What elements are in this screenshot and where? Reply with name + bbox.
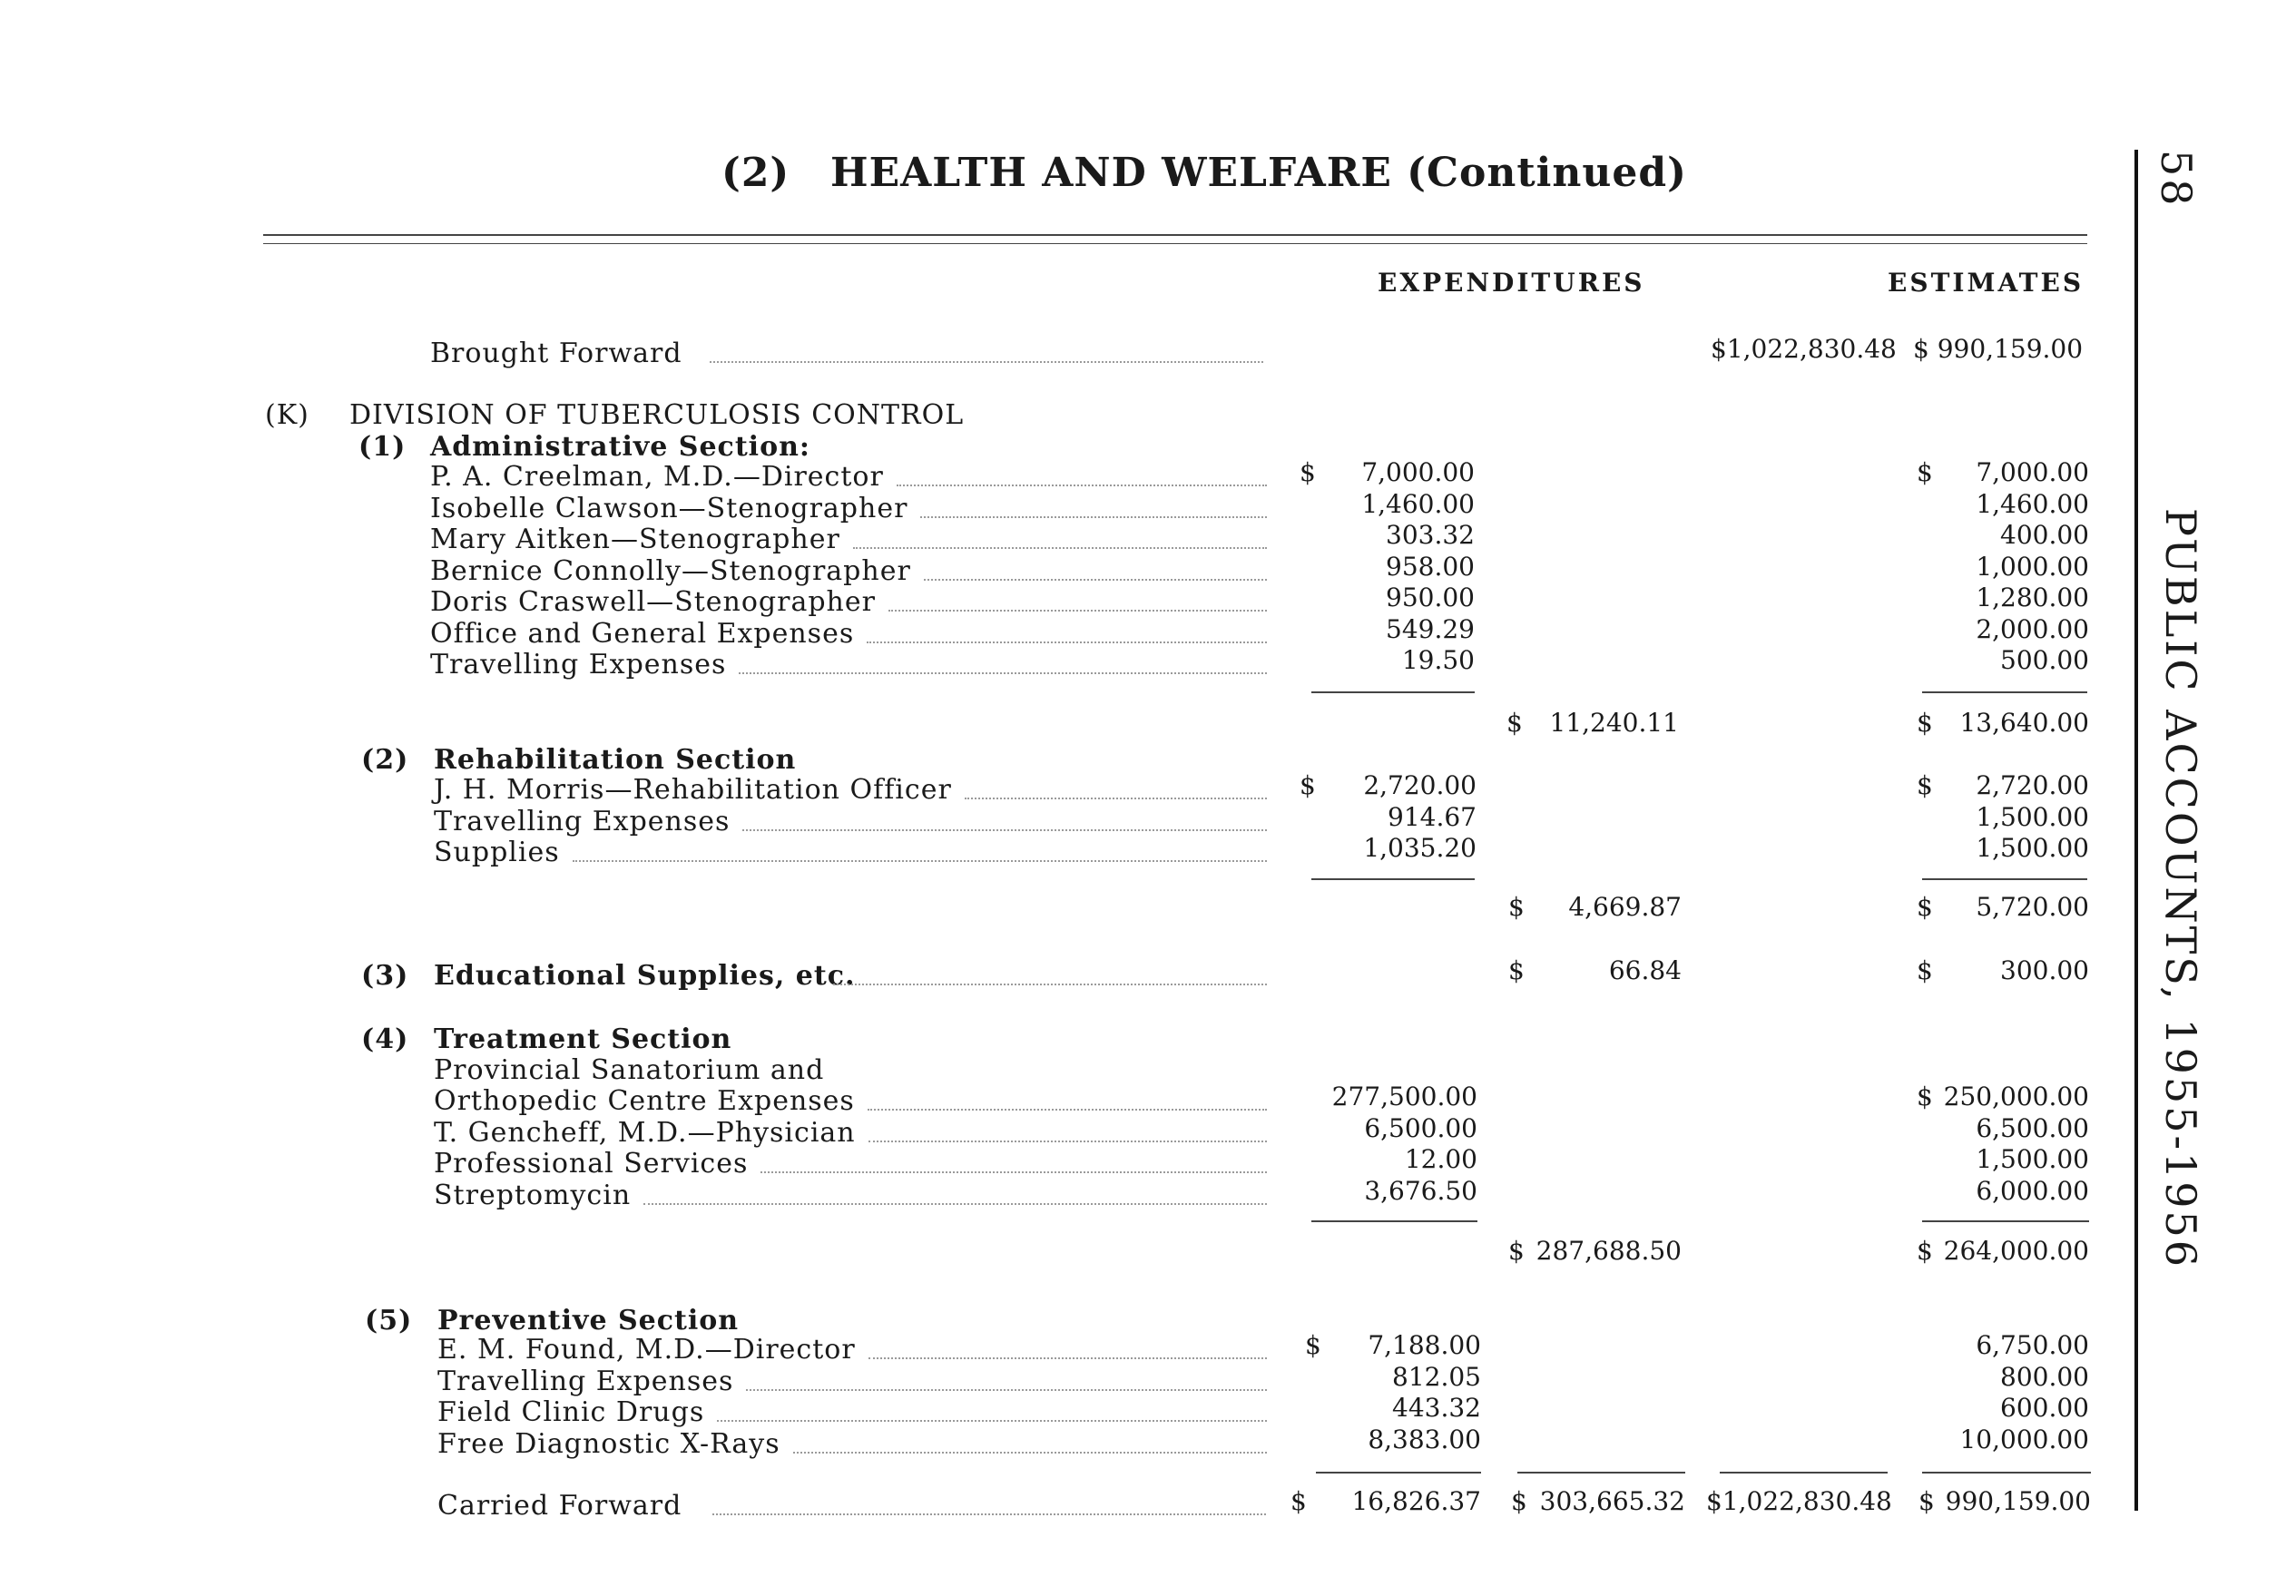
dollar-sign: $ [1508,955,1525,985]
leader-dots [853,547,1267,549]
section-1-number: (1) [358,431,407,463]
line-item-label: Professional Services [434,1148,749,1180]
expenditure-amount: 812.05 [1392,1361,1481,1392]
expenditure-amount: 443.32 [1392,1393,1481,1423]
leader-dots [760,1171,1267,1173]
dollar-sign: $ [1300,770,1316,800]
section-3-estimate-subtotal: 300.00 [2000,955,2089,985]
page-number: 58 [2152,150,2201,209]
brought-forward-expenditures: $1,022,830.48 [1711,334,1897,364]
estimate-amount: 1,460.00 [1976,488,2089,519]
section-4-expenditure-subtotal: 287,688.50 [1536,1236,1682,1266]
expenditure-amount: 303.32 [1386,520,1475,550]
estimate-amount: 800.00 [2000,1361,2089,1392]
line-item-label: Streptomycin [434,1179,632,1211]
section-3-number: (3) [361,960,409,992]
line-item-label: Mary Aitken—Stenographer [430,524,840,555]
dollar-sign: $ [1511,1486,1527,1516]
dollar-sign: $ [1917,1236,1933,1266]
dollar-sign: $ [1305,1330,1321,1360]
estimate-amount: 250,000.00 [1943,1082,2089,1111]
page-title-number: (2) [721,150,790,196]
estimate-amount: 400.00 [2000,520,2089,550]
section-3-expenditure-subtotal: 66.84 [1608,955,1682,985]
total-rule [1316,1472,1481,1474]
division-name: DIVISION OF TUBERCULOSIS CONTROL [349,399,965,431]
estimate-amount: 2,720.00 [1976,770,2089,800]
dollar-sign: $ [1917,955,1933,985]
subtotal-rule [1311,878,1475,880]
estimate-amount: 1,500.00 [1976,833,2089,863]
expenditure-amount: 3,676.50 [1364,1175,1477,1206]
dollar-sign: $ [1508,1236,1525,1266]
section-2-expenditure-subtotal: 4,669.87 [1568,892,1682,922]
dollar-sign: $ [1290,1486,1307,1516]
leader-dots [643,1203,1267,1205]
line-item-label: J. H. Morris—Rehabilitation Officer [434,774,952,806]
expenditure-amount: 12.00 [1404,1144,1477,1174]
expenditure-amount: 1,460.00 [1361,488,1475,519]
estimates-header: ESTIMATES [1888,268,2085,298]
section-5-name: Preventive Section [437,1305,740,1337]
leader-dots [965,798,1267,799]
expenditure-amount: 6,500.00 [1364,1112,1477,1143]
leader-dots [746,1389,1267,1391]
line-item-label: Field Clinic Drugs [437,1396,705,1428]
section-2-estimate-subtotal: 5,720.00 [1976,892,2089,922]
carried-forward-column-3: $1,022,830.48 [1706,1486,1892,1516]
leader-dots [573,860,1267,862]
estimate-amount: 6,500.00 [1976,1112,2089,1143]
section-3-name: Educational Supplies, etc. [434,960,856,992]
subtotal-rule [1922,1220,2089,1222]
page-right-border [2134,150,2138,1511]
line-item-label: Travelling Expenses [430,649,727,681]
carried-forward-column-1: 16,826.37 [1351,1486,1481,1516]
line-item-label: Supplies [434,837,560,868]
leader-dots [897,485,1267,486]
line-item-label: Doris Craswell—Stenographer [430,586,876,618]
total-rule [1517,1472,1685,1474]
side-running-title: PUBLIC ACCOUNTS, 1955-1956 [2156,508,2205,1270]
dollar-sign: $ [1917,1082,1933,1111]
expenditure-amount: 1,035.20 [1363,833,1477,863]
estimate-amount: 1,280.00 [1976,583,2089,612]
leader-dots [742,829,1267,831]
subtotal-rule [1311,1220,1477,1222]
expenditure-amount: 277,500.00 [1331,1082,1477,1111]
estimate-amount: 1,500.00 [1976,1144,2089,1174]
line-item-label: Isobelle Clawson—Stenographer [430,492,908,524]
section-4-estimate-subtotal: 264,000.00 [1943,1236,2089,1266]
section-4-name: Treatment Section [434,1023,732,1055]
expenditure-amount: 2,720.00 [1363,770,1477,800]
line-item-label: Free Diagnostic X-Rays [437,1427,780,1460]
estimate-amount: 7,000.00 [1976,457,2089,487]
expenditure-amount: 19.50 [1401,645,1475,675]
section-5-number: (5) [365,1305,413,1337]
subtotal-rule [1922,691,2087,693]
section-2-name: Rehabilitation Section [434,744,797,776]
dollar-sign: $ [1917,708,1933,738]
estimate-amount: 500.00 [2000,645,2089,675]
leader-dots [833,984,1267,985]
expenditure-amount: 958.00 [1386,551,1475,582]
estimate-amount: 2,000.00 [1976,613,2089,644]
section-1-name: Administrative Section: [430,431,810,463]
line-item-label: Bernice Connolly—Stenographer [430,554,911,587]
estimate-amount: 6,000.00 [1976,1175,2089,1206]
line-item-label: T. Gencheff, M.D.—Physician [434,1116,856,1149]
dollar-sign: $ [1917,892,1933,922]
estimate-amount: 1,500.00 [1976,801,2089,832]
brought-forward-label: Brought Forward [430,338,682,369]
total-rule [1922,1472,2091,1474]
dollar-sign: $ [1300,457,1316,487]
leader-dots [793,1452,1267,1454]
dollar-sign: $ [1917,457,1933,487]
subtotal-rule [1311,691,1475,693]
leader-dots [868,1141,1267,1142]
expenditures-header: EXPENDITURES [1378,268,1645,298]
brought-forward-estimates: $ 990,159.00 [1913,334,2084,364]
leader-dots [712,1513,1266,1515]
estimate-amount: 6,750.00 [1976,1330,2089,1360]
carried-forward-label: Carried Forward [437,1490,682,1522]
top-rule-2 [263,243,2087,244]
estimate-amount: 1,000.00 [1976,551,2089,582]
expenditure-amount: 914.67 [1388,801,1477,832]
leader-dots [924,579,1267,581]
leader-dots [710,361,1263,363]
expenditure-amount: 950.00 [1386,583,1475,612]
expenditure-amount: 549.29 [1386,613,1475,644]
line-item-label: Orthopedic Centre Expenses [434,1085,855,1117]
expenditure-amount: 8,383.00 [1368,1424,1481,1454]
leader-dots [867,641,1267,643]
estimate-amount: 10,000.00 [1959,1424,2089,1454]
section-2-number: (2) [361,744,409,776]
leader-dots [717,1420,1267,1422]
carried-forward-column-4: 990,159.00 [1945,1486,2091,1516]
estimate-amount: 600.00 [2000,1393,2089,1423]
division-code: (K) [265,399,309,431]
line-item-label: E. M. Found, M.D.—Director [437,1334,856,1366]
leader-dots [920,516,1267,518]
leader-dots [868,1357,1267,1359]
line-item-label: Travelling Expenses [434,805,731,837]
carried-forward-column-2: 303,665.32 [1539,1486,1685,1516]
dollar-sign: $ [1508,892,1525,922]
expenditure-amount: 7,000.00 [1361,457,1475,487]
section-4-line: Provincial Sanatorium and [434,1054,825,1086]
leader-dots [868,1109,1267,1111]
section-4-number: (4) [361,1023,409,1055]
line-item-label: P. A. Creelman, M.D.—Director [430,461,884,493]
line-item-label: Travelling Expenses [437,1365,734,1397]
leader-dots [739,672,1267,674]
leader-dots [888,610,1267,612]
subtotal-rule [1922,878,2087,880]
dollar-sign: $ [1918,1486,1935,1516]
page-title: HEALTH AND WELFARE (Continued) [830,150,1687,196]
total-rule [1720,1472,1888,1474]
top-rule [263,234,2087,236]
section-1-estimate-subtotal: 13,640.00 [1959,708,2089,738]
line-item-label: Office and General Expenses [430,617,855,650]
section-1-expenditure-subtotal: 11,240.11 [1549,708,1679,738]
dollar-sign: $ [1506,708,1523,738]
expenditure-amount: 7,188.00 [1368,1330,1481,1360]
dollar-sign: $ [1917,770,1933,800]
